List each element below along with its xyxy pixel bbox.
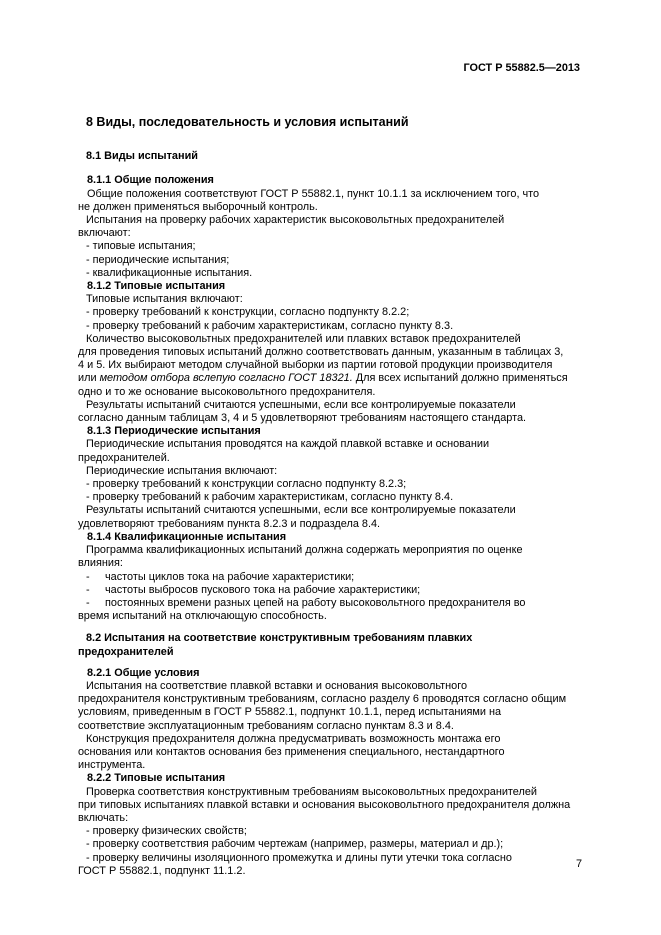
list-item: - проверку соответствия рабочим чертежам (например, размеры, материал и др.);	[86, 838, 504, 851]
list-item: - проверку величины изоляционного промежутка и длины пути утечки тока согласно	[86, 851, 512, 864]
bullet-item	[86, 584, 582, 597]
clause-title-8-2-2: 8.2.2 Типовые испытания	[87, 772, 226, 785]
paragraph: Испытания на соответствие плавкой вставки и основания высоковольтного	[86, 679, 468, 692]
paragraph-continuation: одно и то же основание высоковольтного предохранителя.	[78, 385, 376, 398]
paragraph: Результаты испытаний считаются успешными, если все контролируемые показатели	[86, 504, 516, 517]
clause-title-8-1-2: 8.1.2 Типовые испытания	[87, 280, 226, 293]
paragraph: Периодические испытания проводятся на каждой плавкой вставке и основании	[86, 438, 490, 451]
document-code: ГОСТ Р 55882.5—2013	[463, 62, 580, 74]
bullet-continuation: время испытаний на отключающую способность.	[78, 610, 327, 623]
paragraph-continuation: не должен применяться выборочный контроль.	[78, 200, 318, 213]
page-number: 7	[576, 858, 583, 870]
paragraph: Количество высоковольтных предохранителей или плавких вставок предохранителей	[86, 332, 521, 345]
paragraph: Проверка соответствия конструктивным требованиям высоковольтных предохранителей	[86, 785, 537, 798]
paragraph-continuation: при типовых испытаниях плавкой вставки и основания высоковольтного предохранителя должна	[78, 798, 571, 811]
subsection-title-8-1: 8.1 Виды испытаний	[86, 150, 198, 163]
paragraph-continuation: включать:	[78, 811, 129, 824]
bullet-dash: -	[86, 583, 90, 596]
list-item: - проверку физических свойств;	[86, 825, 247, 838]
paragraph: Конструкция предохранителя должна предусматривать возможность монтажа его	[86, 732, 501, 745]
bullet-dash: -	[86, 570, 90, 583]
list-item-continuation: ГОСТ Р 55882.1, подпункт 11.1.2.	[78, 864, 246, 877]
paragraph-continuation: инструмента.	[78, 759, 146, 772]
title-line: предохранителей	[78, 645, 174, 658]
paragraph: Испытания на проверку рабочих характеристик высоковольтных предохранителей	[86, 214, 505, 227]
paragraph: Периодические испытания включают:	[86, 464, 278, 477]
paragraph-continuation: предохранителя конструктивным требованиям, согласно разделу 6 проводятся согласно общим	[78, 693, 567, 706]
paragraph-continuation: включают:	[78, 227, 131, 240]
section-title: 8 Виды, последовательность и условия испытаний	[86, 115, 409, 129]
italic-reference: методом отбора вслепую согласно ГОСТ 18321.	[99, 372, 353, 385]
paragraph: Результаты испытаний считаются успешными, если все контролируемые показатели	[86, 398, 516, 411]
page-content	[78, 115, 582, 878]
paragraph-continuation: условиям, приведенным в ГОСТ Р 55882.1, подпункт 10.1.1, перед испытаниями на	[78, 706, 502, 719]
list-item: - проверку требований к конструкции, согласно подпункту 8.2.2;	[86, 306, 410, 319]
list-item: - проверку требований к рабочим характеристикам, согласно пункту 8.3.	[86, 319, 454, 332]
paragraph-continuation: для проведения типовых испытаний должно соответствовать данным, указанным в таблицах 3,	[78, 346, 564, 359]
subsection-title-8-2	[78, 632, 582, 658]
paragraph-continuation: соответствие эксплуатационным требованиям согласно пунктам 8.3 и 8.4.	[78, 719, 454, 732]
list-item: - проверку требований к рабочим характеристикам, согласно пункту 8.4.	[86, 491, 454, 504]
paragraph: Типовые испытания включают:	[86, 293, 243, 306]
bullet-item	[86, 571, 582, 584]
paragraph	[86, 188, 582, 201]
paragraph-continuation: 4 и 5. Их выбирают методом случайной выборки из партии готовой продукции производителя	[78, 359, 553, 372]
title-line: 8.2 Испытания на соответствие конструктивным требованиям плавких	[86, 632, 473, 645]
paragraph-continuation	[78, 372, 582, 385]
paragraph-continuation: предохранителей.	[78, 451, 170, 464]
bullet-item	[86, 597, 582, 610]
bullet-text: постоянных времени разных цепей на работу высоковольтного предохранителя во	[105, 596, 526, 609]
paragraph-continuation: влияния:	[78, 557, 123, 570]
text-line: Общие положения соответствуют ГОСТ Р 55882.1, пункт 10.1.1 за исключением того, что	[87, 187, 540, 200]
clause-title-8-1-1: 8.1.1 Общие положения	[87, 174, 214, 187]
paragraph-continuation: согласно данным таблицам 3, 4 и 5 удовлетворяют требованиям настоящего стандарта.	[78, 412, 527, 425]
list-item: - типовые испытания;	[86, 240, 196, 253]
paragraph-continuation: удовлетворяют требованиям пункта 8.2.3 и подраздела 8.4.	[78, 517, 381, 530]
clause-title-8-1-3: 8.1.3 Периодические испытания	[87, 425, 261, 438]
list-item: - периодические испытания;	[86, 253, 230, 266]
clause-title-8-1-4: 8.1.4 Квалификационные испытания	[87, 530, 287, 543]
clause-title-8-2-1: 8.2.1 Общие условия	[87, 666, 200, 679]
bullet-text: частоты циклов тока на рабочие характеристики;	[105, 570, 355, 583]
list-item: - квалификационные испытания.	[86, 266, 253, 279]
list-item: - проверку требований к конструкции согласно подпункту 8.2.3;	[86, 478, 407, 491]
text-line: или	[78, 372, 100, 385]
bullet-text: частоты выбросов пускового тока на рабочие характеристики;	[105, 583, 421, 596]
paragraph-continuation: основания или контактов основания без применения специального, нестандартного	[78, 745, 505, 758]
paragraph: Программа квалификационных испытаний должна содержать мероприятия по оценке	[86, 544, 523, 557]
text-line: Для всех испытаний должно применяться	[352, 372, 568, 385]
bullet-dash: -	[86, 596, 90, 609]
